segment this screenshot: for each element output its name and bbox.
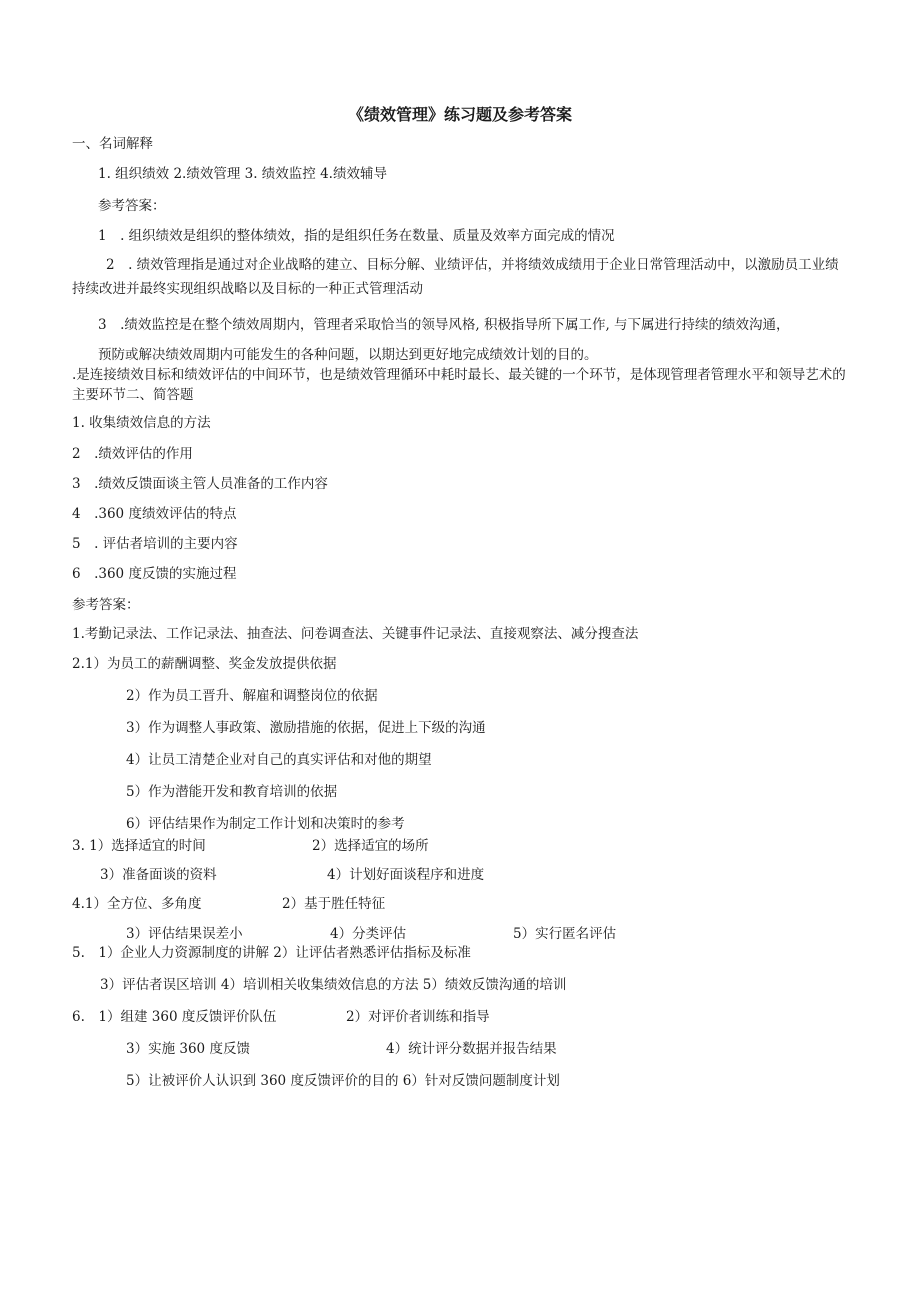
answer-2-6-item-4: 4）统计评分数据并报告结果 (386, 1041, 557, 1057)
answer-1-4-and-section-2-heading: .是连接绩效目标和绩效评估的中间环节，也是绩效管理循环中耗时最长、最关键的一个环节，是体现管理者管理水平和领导艺术的主要环节二、简答题 (72, 367, 846, 403)
answer-2-2-item-1: 2.1）为员工的薪酬调整、奖金发放提供依据 (72, 656, 337, 672)
answer-2-3-item-4: 4）计划好面谈程序和进度 (327, 867, 485, 883)
answer-2-2-item-6: 6）评估结果作为制定工作计划和决策时的参考 (126, 816, 405, 832)
question-2-6: 6 .360 度反馈的实施过程 (72, 566, 237, 582)
answer-2-6-item-5: 5）让被评价人认识到 360 度反馈评价的目的 6）针对反馈问题制度计划 (126, 1073, 560, 1089)
answer-1-1: 1 . 组织绩效是组织的整体绩效，指的是组织任务在数量、质量及效率方面完成的情况 (98, 228, 615, 244)
answer-2-6-item-3: 3）实施 360 度反馈 (126, 1041, 250, 1057)
answer-1-2: 2 . 绩效管理指是通过对企业战略的建立、目标分解、业绩评估，并将绩效成绩用于企业日常管理活动中，以激励员工业绩持续改进并最终实现组织战略以及目标的一种正式管理活动 (72, 257, 839, 297)
answer-2-4-item-3: 3）评估结果误差小 (126, 926, 243, 942)
question-2-2: 2 .绩效评估的作用 (72, 446, 193, 462)
answer-2-3-item-3: 3）准备面谈的资料 (100, 867, 217, 883)
answer-2-2-item-5: 5）作为潜能开发和教育培训的依据 (126, 784, 338, 800)
question-2-3: 3 .绩效反馈面谈主管人员准备的工作内容 (72, 476, 328, 492)
document-title: 《绩效管理》练习题及参考答案 (347, 105, 572, 124)
answer-2-1: 1.考勤记录法、工作记录法、抽查法、问卷调查法、关键事件记录法、直接观察法、减分搜查法 (72, 626, 639, 642)
answer-2-6-item-2: 2）对评价者训练和指导 (346, 1009, 490, 1025)
question-2-1: 1. 收集绩效信息的方法 (72, 415, 211, 431)
answer-2-4-item-1: 4.1）全方位、多角度 (72, 896, 202, 912)
answer-2-2-item-3: 3）作为调整人事政策、激励措施的依据，促进上下级的沟通 (126, 720, 486, 736)
answer-2-4-item-2: 2）基于胜任特征 (282, 896, 386, 912)
section-1-heading: 一、名词解释 (72, 136, 153, 152)
answer-2-3-item-2: 2）选择适宜的场所 (312, 838, 429, 854)
section-1-answer-label: 参考答案： (98, 198, 166, 214)
section-2-answer-label: 参考答案： (72, 597, 140, 613)
answer-2-5-line-1: 5. 1）企业人力资源制度的讲解 2）让评估者熟悉评估指标及标准 (72, 945, 471, 961)
question-2-4: 4 .360 度绩效评估的特点 (72, 506, 237, 522)
section-1-terms: 1. 组织绩效 2.绩效管理 3. 绩效监控 4.绩效辅导 (98, 166, 387, 182)
answer-2-4-item-4: 4）分类评估 (330, 926, 407, 942)
answer-1-3-continued: 预防或解决绩效周期内可能发生的各种问题，以期达到更好地完成绩效计划的目的。 (98, 347, 598, 363)
answer-2-6-item-1: 6. 1）组建 360 度反馈评价队伍 (72, 1009, 277, 1025)
answer-2-2-item-2: 2）作为员工晋升、解雇和调整岗位的依据 (126, 688, 378, 704)
answer-2-2-item-4: 4）让员工清楚企业对自己的真实评估和对他的期望 (126, 752, 432, 768)
question-2-5: 5 . 评估者培训的主要内容 (72, 536, 238, 552)
answer-2-5-line-2: 3）评估者误区培训 4）培训相关收集绩效信息的方法 5）绩效反馈沟通的培训 (100, 977, 567, 993)
answer-1-3: 3 .绩效监控是在整个绩效周期内，管理者采取恰当的领导风格, 积极指导所下属工作, 与下属进行持续的绩效沟通， (98, 317, 790, 333)
answer-2-4-item-5: 5）实行匿名评估 (513, 926, 617, 942)
answer-2-3-item-1: 3. 1）选择适宜的时间 (72, 838, 206, 854)
